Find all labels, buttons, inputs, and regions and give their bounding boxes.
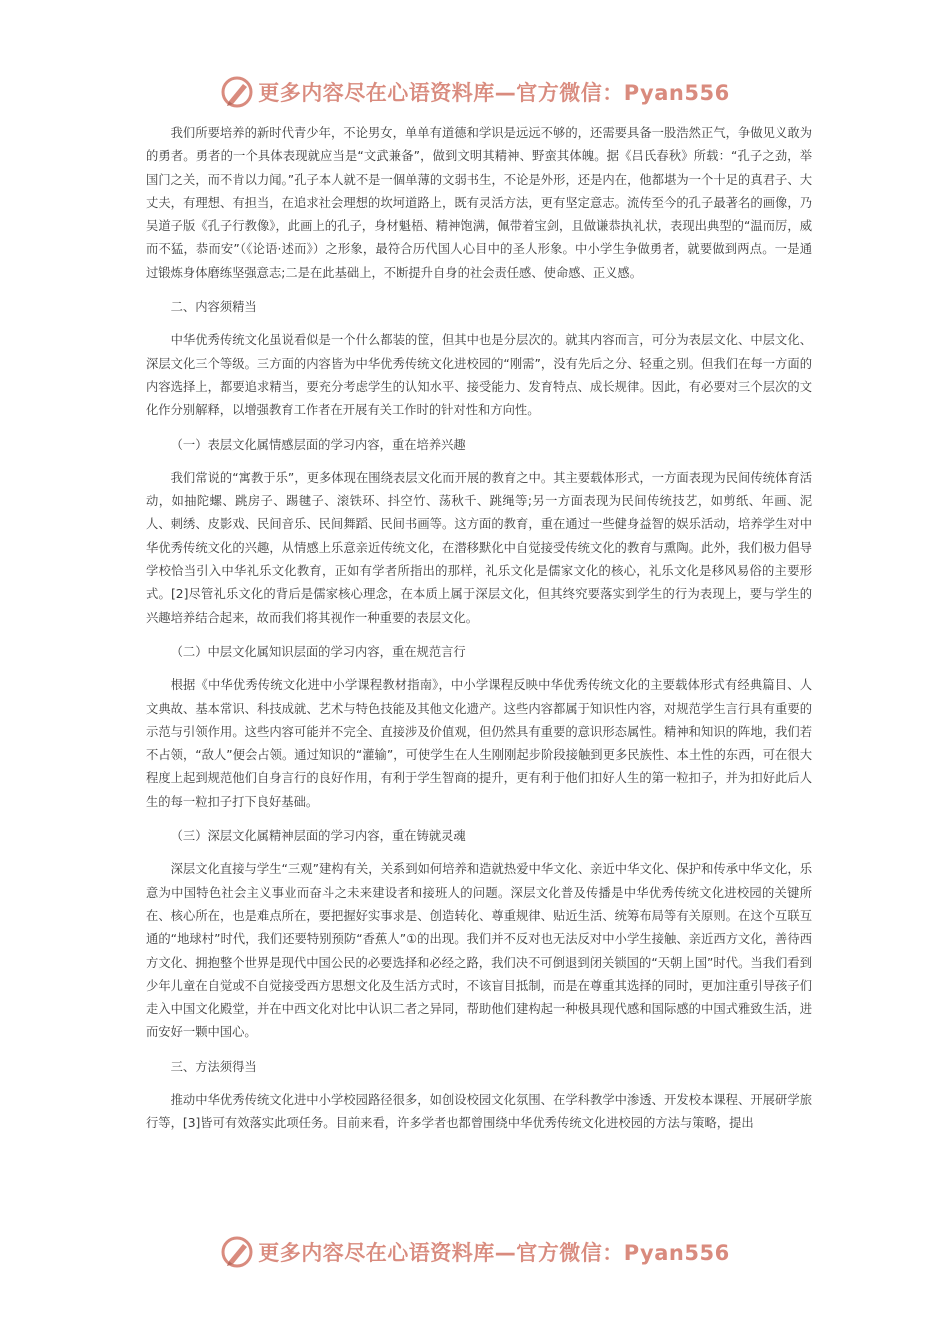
paragraph: 深层文化直接与学生“三观”建构有关，关系到如何培养和造就热爱中华文化、亲近中华文化、保护和传承中华文化，乐意为中国特色社会主义事业而奋斗之未来建设者和接班人的问题。深层文化普及传播是中华优秀传统文化进校园的关键所在、核心所在，也是难点所在，要把握好实事求是、创造转化、尊重规律、贴近生活、统筹布局等有关原则。在这个互联互通的“地球村”时代，我们还要特别预防“香蕉人”①的出现。我们并不反对也无法反对中小学生接触、亲近西方文化，善待西方文化、拥抱整个世界是现代中国公民的必要选择和必经之路，我们决不可倒退到闭关锁国的“天朝上国”时代。当我们看到少年儿童在自觉或不自觉接受西方思想文化及生活方式时，不该盲目抵制，而是在尊重其选择的同时，更加注重引导孩子们走入中国文化殿堂，并在中西文化对比中认识二者之异同，帮助他们建构起一种极具现代感和国际感的中国式雅致生活，进而安好一颗中国心。 bbox=[146, 862, 812, 1040]
article-body bbox=[146, 122, 812, 1136]
paragraph: 根据《中华优秀传统文化进中小学课程教材指南》，中小学课程反映中华优秀传统文化的主要载体形式有经典篇目、人文典故、基本常识、科技成就、艺术与特色技能及其他文化遗产。这些内容都属于知识性内容，对规范学生言行具有重要的示范与引领作用。这些内容可能并不完全、直接涉及价值观，但仍然具有重要的意识形态属性。精神和知识的阵地，我们若不占领，“敌人”便会占领。通过知识的“灌输”，可使学生在人生刚刚起步阶段接触到更多民族性、本土性的东西，可在很大程度上起到规范他们自身言行的良好作用，有利于学生智商的提升，更有利于他们扣好人生的第一粒扣子，并为扣好此后人生的每一粒扣子打下良好基础。 bbox=[146, 678, 812, 809]
section-heading: 二、内容须精当 bbox=[170, 300, 257, 315]
paragraph: 中华优秀传统文化虽说看似是一个什么都装的筐，但其中也是分层次的。就其内容而言，可分为表层文化、中层文化、深层文化三个等级。三方面的内容皆为中华优秀传统文化进校园的“刚需”，没有先后之分、轻重之别。但我们在每一方面的内容选择上，都要追求精当，要充分考虑学生的认知水平、接受能力、发育特点、成长规律。因此，有必要对三个层次的文化作分别解释，以增强教育工作者在开展有关工作时的针对性和方向性。 bbox=[146, 333, 812, 418]
subsection-heading: （三）深层文化属精神层面的学习内容，重在铸就灵魂 bbox=[170, 829, 466, 844]
paragraph: 推动中华优秀传统文化进中小学校园路径很多，如创设校园文化氛围、在学科教学中渗透、开发校本课程、开展研学旅行等，[3]皆可有效落实此项任务。目前来看，许多学者也都曾围绕中华优秀传统文化进校园的方法与策略，提出 bbox=[146, 1092, 812, 1131]
banner-text: 更多内容尽在心语资料库—官方微信：Pyan556 bbox=[258, 1241, 730, 1265]
subsection-heading: （一）表层文化属情感层面的学习内容，重在培养兴趣 bbox=[170, 437, 466, 452]
watermark-banner-bottom bbox=[0, 1232, 950, 1272]
pen-logo-icon bbox=[220, 75, 254, 109]
watermark-banner-top bbox=[0, 72, 950, 112]
paragraph: 我们常说的“寓教于乐”，更多体现在围绕表层文化而开展的教育之中。其主要载体形式，一方面表现为民间传统体育活动，如抽陀螺、跳房子、踢毽子、滚铁环、抖空竹、荡秋千、跳绳等;另一方面表现为民间传统技艺，如剪纸、年画、泥人、刺绣、皮影戏、民间音乐、民间舞蹈、民间书画等。这方面的教育，重在通过一些健身益智的娱乐活动，培养学生对中华优秀传统文化的兴趣，从情感上乐意亲近传统文化，在潜移默化中自觉接受传统文化的教育与熏陶。此外，我们极力倡导学校恰当引入中华礼乐文化教育，正如有学者所指出的那样，礼乐文化是儒家文化的核心，礼乐文化是移风易俗的主要形式。[2]尽管礼乐文化的背后是儒家核心理念，在本质上属于深层文化，但其终究要落实到学生的行为表现上，要与学生的兴趣培养结合起来，故而我们将其视作一种重要的表层文化。 bbox=[146, 470, 812, 625]
banner-text: 更多内容尽在心语资料库—官方微信：Pyan556 bbox=[258, 81, 730, 105]
pen-logo-icon bbox=[220, 1235, 254, 1269]
subsection-heading: （二）中层文化属知识层面的学习内容，重在规范言行 bbox=[170, 644, 466, 659]
section-heading: 三、方法须得当 bbox=[170, 1059, 257, 1074]
paragraph: 我们所要培养的新时代青少年，不论男女，单单有道德和学识是远远不够的，还需要具备一股浩然正气，争做见义敢为的勇者。勇者的一个具体表现就应当是“文武兼备”，做到文明其精神、野蛮其体魄。据《吕氏春秋》所载：“孔子之劲，举国门之关，而不肯以力闻。”孔子本人就不是一個单薄的文弱书生，不论是外形，还是内在，他都堪为一个十足的真君子、大丈夫，有理想、有担当，在追求社会理想的坎坷道路上，既有灵活方法，更有坚定意志。流传至今的孔子最著名的画像，乃吴道子版《孔子行教像》，此画上的孔子，身材魁梧、精神饱满，佩带着宝剑，且做谦恭执礼状，表现出典型的“温而厉，威而不猛，恭而安”（《论语·述而》）之形象，最符合历代国人心目中的圣人形象。中小学生争做勇者，就要做到两点。一是通过锻炼身体磨练坚强意志;二是在此基础上，不断提升自身的社会责任感、使命感、正义感。 bbox=[146, 126, 812, 280]
